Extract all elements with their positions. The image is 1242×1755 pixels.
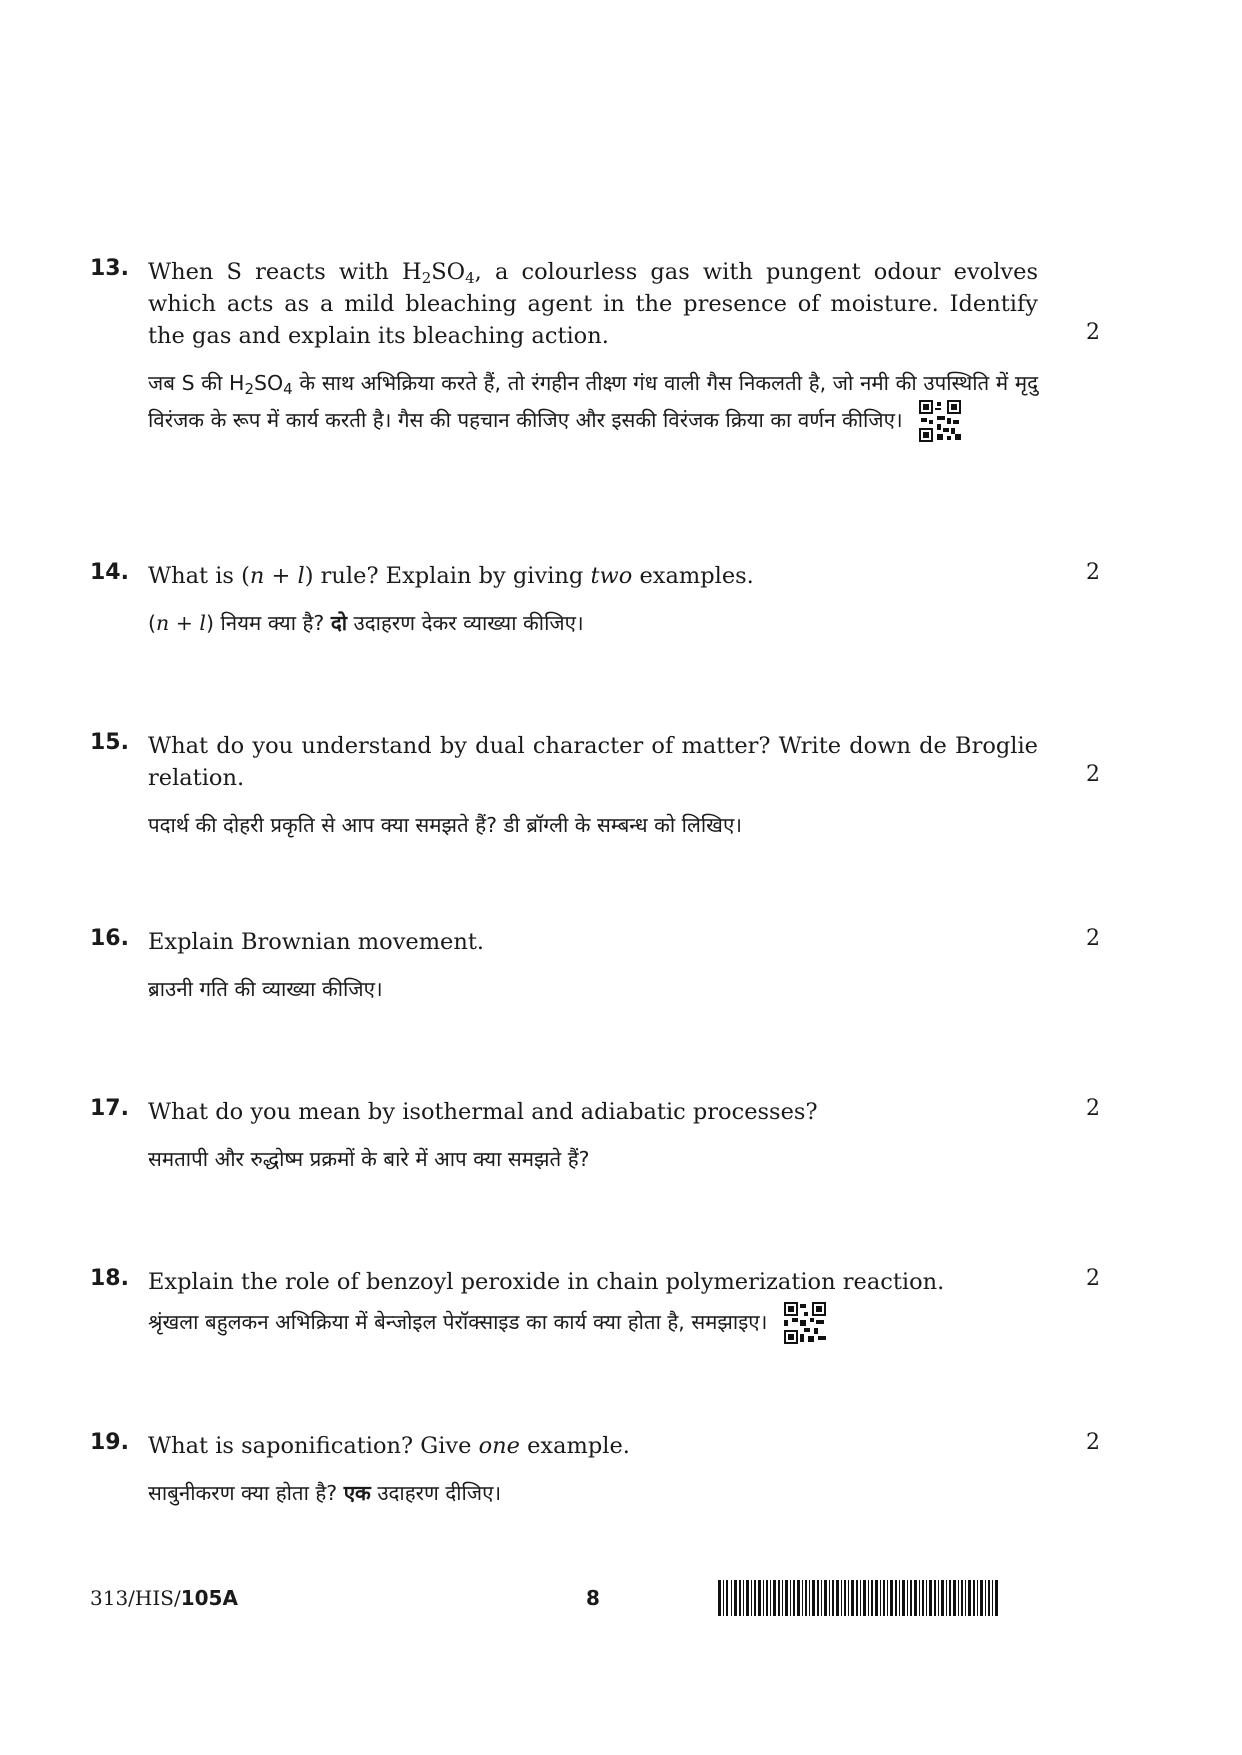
question-text-english: Explain Brownian movement. <box>148 929 485 955</box>
question-13 <box>90 256 1100 442</box>
page-footer <box>90 1580 1100 1620</box>
question-text-english: What is saponification? Give one example. <box>148 1433 630 1459</box>
question-number: 18. <box>90 1266 129 1291</box>
question-number: 16. <box>90 926 129 951</box>
question-number: 14. <box>90 560 129 585</box>
question-text-hindi: जब S की $H_2SO_4$ के साथ अभिक्रिया करते हैं, तो रंगहीन तीक्ष्ण गंध वाली गैस निकलती है, जो नमी की उपस्थिति में मृदु विरंजक के रूप में कार्य करती है। गैस की पहचान कीजिए और इसकी विरंजक क्रिया का वर्णन कीजिए। <box>148 366 1038 442</box>
barcode-icon <box>718 1580 1000 1616</box>
marks: 2 <box>1086 320 1100 345</box>
question-number: 13. <box>90 256 129 281</box>
question-18 <box>90 1266 1100 1344</box>
question-16 <box>90 926 1100 1006</box>
question-text-hindi: श्रृंखला बहुलकन अभिक्रिया में बेन्जोइल पेरॉक्साइड का कार्य क्या होता है, समझाइए। <box>148 1302 1038 1344</box>
question-text-english: Explain the role of benzoyl peroxide in chain polymerization reaction. <box>148 1269 945 1295</box>
qr-code-icon[interactable] <box>919 400 961 442</box>
page-number: 8 <box>586 1586 600 1610</box>
question-15 <box>90 730 1100 842</box>
marks: 2 <box>1086 1266 1100 1291</box>
question-14 <box>90 560 1100 640</box>
question-17 <box>90 1096 1100 1176</box>
question-text-english: What do you understand by dual character of matter? Write down de Broglie relation. <box>148 733 1038 791</box>
question-text-english: What is (n + l) rule? Explain by giving two examples. <box>148 563 754 589</box>
question-text-hindi: समतापी और रुद्धोष्म प्रक्रमों के बारे में आप क्या समझते हैं? <box>148 1147 590 1171</box>
question-text-english: When S reacts with $H_2SO_4$, a colourless gas with pungent odour evolves which acts as a mild bleaching agent in the presence of moisture. Identify the gas and explain its bleaching action. <box>148 259 1039 349</box>
question-text-hindi: पदार्थ की दोहरी प्रकृति से आप क्या समझते हैं? डी ब्रॉग्ली के सम्बन्ध को लिखिए। <box>148 813 743 837</box>
question-text-hindi: ब्राउनी गति की व्याख्या कीजिए। <box>148 977 383 1001</box>
question-text-english: What do you mean by isothermal and adiabatic processes? <box>148 1099 818 1125</box>
paper-code: 313/HIS/105A <box>90 1586 238 1610</box>
marks: 2 <box>1086 926 1100 951</box>
marks: 2 <box>1086 762 1100 787</box>
qr-code-icon[interactable] <box>784 1302 826 1344</box>
marks: 2 <box>1086 1096 1100 1121</box>
marks: 2 <box>1086 560 1100 585</box>
marks: 2 <box>1086 1430 1100 1455</box>
question-19 <box>90 1430 1100 1510</box>
question-text-hindi: (n + l) नियम क्या है? दो उदाहरण देकर व्याख्या कीजिए। <box>148 611 584 635</box>
question-number: 17. <box>90 1096 129 1121</box>
question-number: 15. <box>90 730 129 755</box>
question-number: 19. <box>90 1430 129 1455</box>
question-text-hindi: साबुनीकरण क्या होता है? एक उदाहरण दीजिए। <box>148 1481 502 1505</box>
